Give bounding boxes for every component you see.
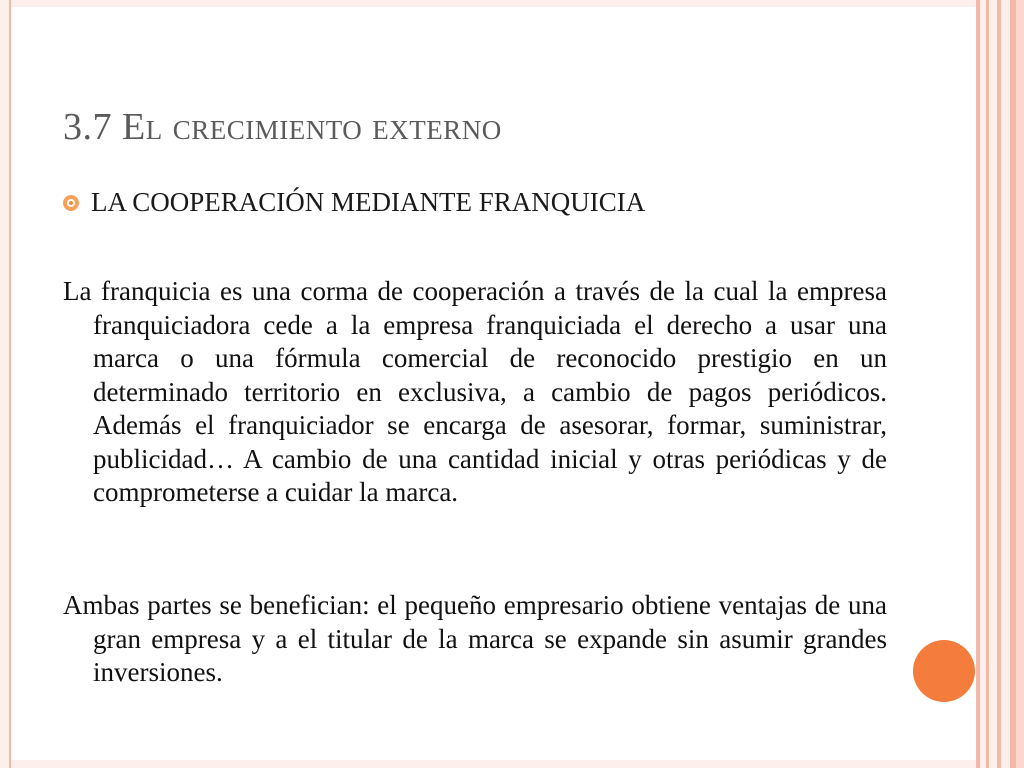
slide-content [11,7,976,760]
bullet-circle-icon [63,195,79,211]
right-stripe [1001,0,1010,768]
bullet-item [63,187,645,218]
bullet-text: LA COOPERACIÓN MEDIANTE FRANQUICIA [91,187,646,217]
right-stripe [1016,0,1024,768]
slide-title: 3.7 El crecimiento externo [63,106,502,148]
paragraph-franquicia: La franquicia es una corma de cooperación a través de la cual la empresa franquiciadora cede a la empresa franquiciada el derecho a usar una marca o una fórmula comercial de reconocido prestigio en un determinado territorio en exclusiva, a cambio de pagos periódicos. Además el franquiciador se encarga de asesorar, formar, suministrar, publicidad… A cambio de una cantidad inicial y otras periódicas y de comprometerse a cuidar la marca. [63,276,887,507]
orange-circle-decoration [913,640,975,702]
paragraph-beneficios: Ambas partes se benefician: el pequeño empresario obtiene ventajas de una gran empresa y a el titular de la marca se expande sin asumir grandes inversiones. [63,590,887,687]
right-stripe [989,0,997,768]
top-border [0,0,1024,7]
left-border [0,0,11,768]
bottom-border [0,760,1024,768]
